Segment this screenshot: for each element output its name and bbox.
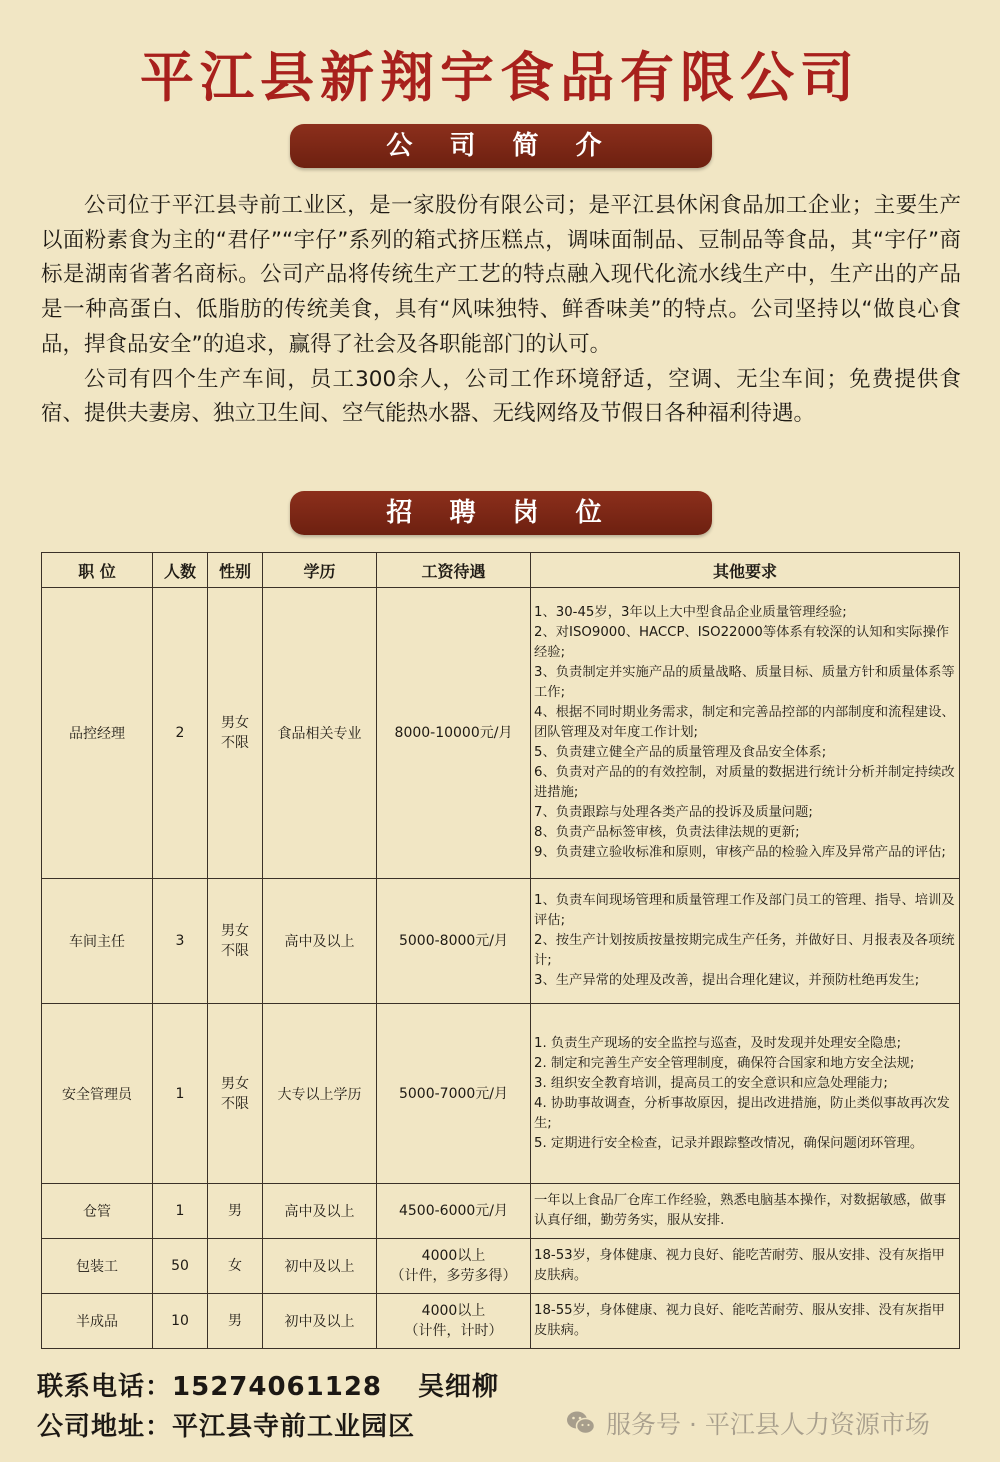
- position-cell: 品控经理: [42, 588, 153, 879]
- count-cell: 2: [153, 588, 208, 879]
- requirement-line: 1、30-45岁，3年以上大中型食品企业质量管理经验;: [534, 605, 847, 620]
- salary-text: 5000-8000元/月: [398, 933, 509, 949]
- gender-text: 男女: [221, 715, 249, 731]
- jobs-table-body: [42, 588, 960, 1349]
- header-position: 职 位: [42, 553, 153, 588]
- requirements-cell: [531, 1239, 960, 1294]
- salary-cell: [377, 1004, 531, 1184]
- education-cell: 高中及以上: [263, 1184, 377, 1239]
- salary-text: 5000-7000元/月: [398, 1085, 509, 1102]
- intro-paragraph: 公司位于平江县寺前工业区，是一家股份有限公司；是平江县休闲食品加工企业；主要生产以面粉素食为主的“君仔”“宇仔”系列的箱式挤压糕点，调味面制品、豆制品等食品，其“宇仔”商标是湖南省著名商标。公司产品将传统生产工艺的特点融入现代化流水线生产中，生产出的产品是一种高蛋白、低脂肪的传统美食，具有“风味独特、鲜香味美”的特点。公司坚持以“做良心食品，捍食品安全”的追求，赢得了社会及各职能部门的认可。: [41, 193, 961, 357]
- salary-text: 4500-6000元/月: [398, 1203, 509, 1219]
- salary-text: 8000-10000元/月: [394, 725, 513, 741]
- position-cell: 包装工: [42, 1239, 153, 1294]
- table-header-row: [42, 553, 960, 588]
- education-cell: 食品相关专业: [263, 588, 377, 879]
- salary-cell: [377, 879, 531, 1004]
- requirement-line: 3、负责制定并实施产品的质量战略、质量目标、质量方针和质量体系等工作;: [534, 665, 955, 700]
- requirement-line: 4. 协助事故调查，分析事故原因，提出改进措施，防止类似事故再次发生;: [534, 1095, 950, 1131]
- position-cell: 车间主任: [42, 879, 153, 1004]
- table-row: [42, 879, 960, 1004]
- gender-cell: [208, 1294, 263, 1349]
- requirement-line: 1. 负责生产现场的安全监控与巡查，及时发现并处理安全隐患;: [534, 1035, 902, 1051]
- requirement-line: 2、按生产计划按质按量按期完成生产任务，并做好日、月报表及各项统计;: [534, 933, 955, 968]
- salary-cell: [377, 1184, 531, 1239]
- requirement-line: 3. 组织安全教育培训，提高员工的安全意识和应急处理能力;: [534, 1075, 888, 1091]
- requirement-line: 8、负责产品标签审核，负责法律法规的更新;: [534, 825, 800, 840]
- education-cell: 高中及以上: [263, 879, 377, 1004]
- table-row: [42, 1004, 960, 1184]
- gender-cell: [208, 1184, 263, 1239]
- salary-text: （计件，多劳多得）: [390, 1268, 517, 1284]
- position-cell: 半成品: [42, 1294, 153, 1349]
- requirements-cell: [531, 879, 960, 1004]
- salary-cell: [377, 1294, 531, 1349]
- requirement-line: 1、负责车间现场管理和质量管理工作及部门员工的管理、指导、培训及评估;: [534, 893, 955, 928]
- header-salary: 工资待遇: [377, 553, 531, 588]
- contact-phone-line: [37, 1366, 499, 1403]
- gender-cell: [208, 588, 263, 879]
- intro-heading-banner: 公 司 简 介: [290, 124, 712, 168]
- requirement-line: 7、负责跟踪与处理各类产品的投诉及质量问题;: [534, 805, 813, 820]
- requirement-line: 5、负责建立健全产品的质量管理及食品安全体系;: [534, 745, 827, 760]
- requirement-line: 5. 定期进行安全检查，记录并跟踪整改情况，确保问题闭环管理。: [534, 1135, 924, 1151]
- intro-paragraph: 公司有四个生产车间，员工300余人，公司工作环境舒适，空调、无尘车间；免费提供食宿、提供夫妻房、独立卫生间、空气能热水器、无线网络及节假日各种福利待遇。: [41, 366, 961, 427]
- count-cell: 1: [153, 1004, 208, 1184]
- gender-cell: [208, 1239, 263, 1294]
- gender-text: 男女: [221, 1075, 249, 1092]
- header-requirements: 其他要求: [531, 553, 960, 588]
- requirements-cell: [531, 588, 960, 879]
- watermark-text: 服务号 · 平江县人力资源市场: [606, 1410, 930, 1439]
- requirement-line: 3、生产异常的处理及改善，提出合理化建议，并预防杜绝再发生;: [534, 973, 920, 988]
- header-education: 学历: [263, 553, 377, 588]
- requirement-line: 18-53岁，身体健康、视力良好、能吃苦耐劳、服从安排、没有灰指甲皮肤病。: [534, 1248, 945, 1283]
- address-value: 平江县寺前工业园区: [172, 1412, 416, 1442]
- gender-cell: [208, 879, 263, 1004]
- phone-label: 联系电话：: [37, 1372, 173, 1402]
- requirements-cell: [531, 1004, 960, 1184]
- requirement-line: 一年以上食品厂仓库工作经验，熟悉电脑基本操作，对数据敏感，做事认真仔细，勤劳务实，服从安排.: [534, 1193, 947, 1228]
- requirements-cell: [531, 1184, 960, 1239]
- gender-text: 男: [228, 1203, 242, 1219]
- requirement-line: 6、负责对产品的的有效控制，对质量的数据进行统计分析并制定持续改进措施;: [534, 765, 955, 800]
- wechat-icon: [566, 1410, 596, 1436]
- jobs-heading-banner: 招 聘 岗 位: [290, 491, 712, 535]
- gender-text: 不限: [221, 943, 249, 959]
- requirement-line: 9、负责建立验收标准和原则，审核产品的检验入库及异常产品的评估;: [534, 845, 946, 860]
- gender-text: 男: [228, 1313, 242, 1329]
- address-label: 公司地址：: [37, 1412, 173, 1442]
- phone-number[interactable]: 15274061128: [172, 1372, 383, 1402]
- company-intro: [41, 189, 961, 432]
- salary-text: 4000以上: [421, 1303, 486, 1319]
- salary-cell: [377, 1239, 531, 1294]
- company-title: 平江县新翔宇食品有限公司: [140, 46, 860, 109]
- salary-text: （计件，计时）: [404, 1323, 503, 1339]
- table-row: [42, 1294, 960, 1349]
- gender-cell: [208, 1004, 263, 1184]
- position-cell: 仓管: [42, 1184, 153, 1239]
- jobs-table: [41, 552, 960, 1349]
- count-cell: 3: [153, 879, 208, 1004]
- contact-person: 吴细柳: [418, 1372, 500, 1402]
- requirement-line: 2. 制定和完善生产安全管理制度，确保符合国家和地方安全法规;: [534, 1055, 915, 1071]
- education-cell: 初中及以上: [263, 1239, 377, 1294]
- requirement-line: 18-55岁，身体健康、视力良好、能吃苦耐劳、服从安排、没有灰指甲皮肤病。: [534, 1303, 945, 1338]
- header-gender: 性别: [208, 553, 263, 588]
- education-cell: 大专以上学历: [263, 1004, 377, 1184]
- salary-cell: [377, 588, 531, 879]
- table-row: [42, 588, 960, 879]
- table-row: [42, 1184, 960, 1239]
- company-address-line: [37, 1406, 415, 1443]
- requirement-line: 2、对ISO9000、HACCP、ISO22000等体系有较深的认知和实际操作经验;: [534, 625, 950, 660]
- gender-text: 不限: [221, 735, 249, 751]
- count-cell: 10: [153, 1294, 208, 1349]
- table-row: [42, 1239, 960, 1294]
- count-cell: 1: [153, 1184, 208, 1239]
- gender-text: 男女: [221, 923, 249, 939]
- education-cell: 初中及以上: [263, 1294, 377, 1349]
- count-cell: 50: [153, 1239, 208, 1294]
- gender-text: 女: [228, 1258, 242, 1274]
- requirement-line: 4、根据不同时期业务需求，制定和完善品控部的内部制度和流程建设、团队管理及对年度工作计划;: [534, 705, 955, 740]
- position-cell: 安全管理员: [42, 1004, 153, 1184]
- salary-text: 4000以上: [421, 1248, 486, 1264]
- watermark: [566, 1405, 930, 1441]
- gender-text: 不限: [221, 1095, 249, 1112]
- header-count: 人数: [153, 553, 208, 588]
- requirements-cell: [531, 1294, 960, 1349]
